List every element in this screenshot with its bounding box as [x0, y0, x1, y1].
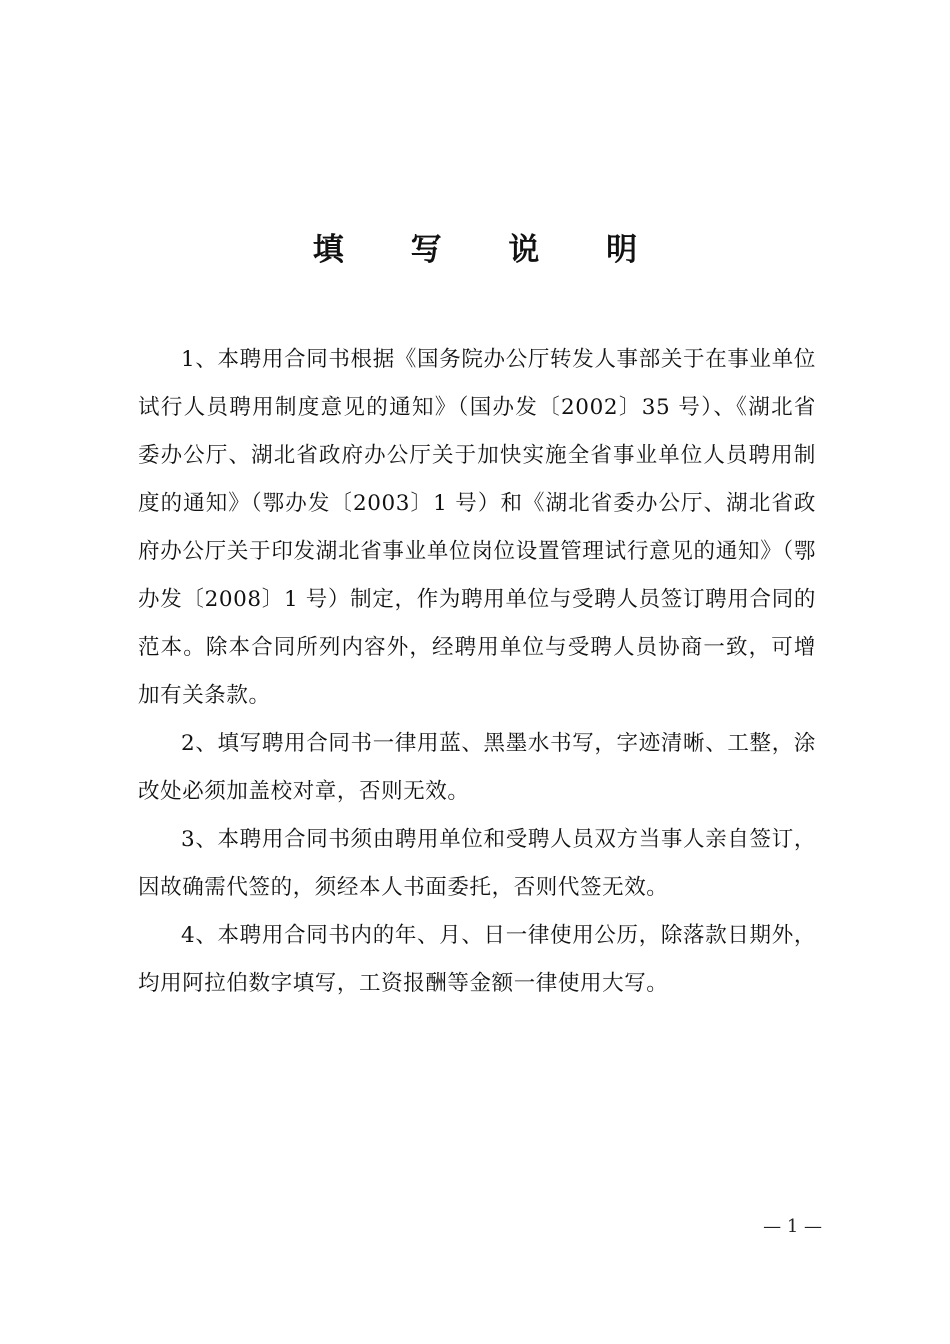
page-title: 填 写 说 明	[312, 232, 666, 268]
instruction-paragraph-2: 2、填写聘用合同书一律用蓝、黑墨水书写，字迹清晰、工整，涂改处必须加盖校对章，否则无效。	[138, 731, 816, 804]
instructions-body	[138, 336, 816, 1008]
instruction-paragraph-3: 3、本聘用合同书须由聘用单位和受聘人员双方当事人亲自签订，因故确需代签的，须经本人书面委托，否则代签无效。	[138, 827, 816, 900]
instruction-paragraph-1: 1、本聘用合同书根据《国务院办公厅转发人事部关于在事业单位试行人员聘用制度意见的通知》（国办发〔2002〕35 号）、《湖北省委办公厅、湖北省政府办公厅关于加快实施全省事业单位人员聘用制度的通知》（鄂办发〔2003〕1 号）和《湖北省委办公厅、湖北省政府办公厅关于印发湖北省事业单位岗位设置管理试行意见的通知》（鄂办发〔2008〕1 号）制定，作为聘用单位与受聘人员签订聘用合同的范本。除本合同所列内容外，经聘用单位与受聘人员协商一致，可增加有关条款。	[138, 347, 816, 708]
page-number: — 1 —	[763, 1216, 822, 1237]
instruction-paragraph-4: 4、本聘用合同书内的年、月、日一律使用公历，除落款日期外，均用阿拉伯数字填写，工资报酬等金额一律使用大写。	[138, 923, 816, 996]
